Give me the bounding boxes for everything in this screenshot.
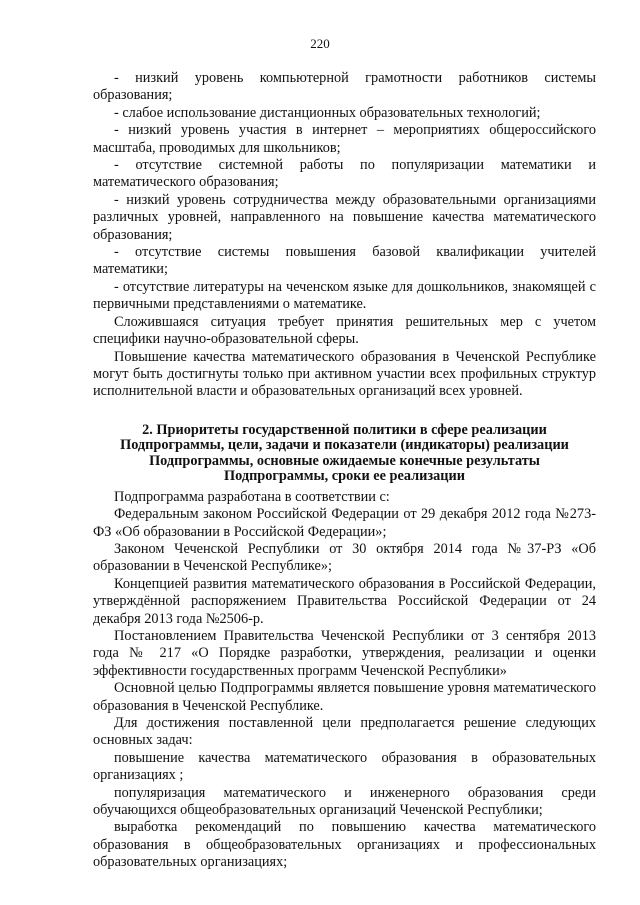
- bullet-paragraph: - отсутствие системной работы по популяризации математики и математического образования;: [93, 157, 596, 191]
- body-paragraph: повышение качества математического образования в образовательных организациях ;: [93, 749, 596, 784]
- bullet-paragraph: - низкий уровень сотрудничества между образовательными организациями различных уровней, направленного на повышение качества математического образования;: [93, 191, 596, 243]
- body-paragraph: Подпрограмма разработана в соответствии с:: [114, 488, 390, 505]
- bullet-paragraph: - слабое использование дистанционных образовательных технологий;: [114, 104, 541, 121]
- body-paragraph: Основной целью Подпрограммы является повышение уровня математического образования в Чеченской Республике.: [93, 680, 596, 714]
- body-paragraph: Федеральным законом Российской Федерации от 29 декабря 2012 года №273-ФЗ «Об образовании в Российской Федерации»;: [93, 506, 596, 540]
- body-paragraph: популяризация математического и инженерного образования среди обучающихся общеобразовательных организаций Чеченской Республики;: [93, 784, 596, 819]
- body-paragraph: Концепцией развития математического образования в Российской Федерации, утверждённой распоряжением Правительства Российской Федерации от 24 декабря 2013 года №2506-р.: [93, 575, 596, 627]
- section-heading: 2. Приоритеты государственной политики в сфере реализации Подпрограммы, цели, задачи и показатели (индикаторы) реализации Подпрограммы, основные ожидаемые конечные результаты Подпрограммы, сроки ее реализации: [120, 421, 569, 485]
- bullet-paragraph: - низкий уровень компьютерной грамотности работников системы образования;: [93, 70, 596, 104]
- body-paragraph: Постановлением Правительства Чеченской Республики от 3 сентября 2013 года № 217 «О Порядке разработки, утверждения, реализации и оценки эффективности государственных программ Чеченской Республики»: [93, 627, 596, 679]
- document-body: [93, 70, 596, 872]
- bullet-paragraph: - отсутствие системы повышения базовой квалификации учителей математики;: [93, 244, 596, 278]
- bullet-paragraph: - низкий уровень участия в интернет – мероприятиях общероссийского масштаба, проводимых для школьников;: [93, 122, 596, 156]
- page-number: 220: [310, 36, 330, 51]
- bullet-paragraph: - отсутствие литературы на чеченском языке для дошкольников, знакомящей с первичными представлениями о математике.: [93, 278, 596, 313]
- body-paragraph: Повышение качества математического образования в Чеченской Республике могут быть достигнуты только при активном участии всех профильных структур исполнительной власти и образовательных организаций всех уровней.: [93, 348, 596, 400]
- body-paragraph: выработка рекомендаций по повышению качества математического образования в общеобразовательных организациях и профессиональных образовательных организациях;: [93, 819, 596, 871]
- body-paragraph: Законом Чеченской Республики от 30 октября 2014 года №37-РЗ «Об образовании в Чеченской Республике»;: [93, 540, 596, 575]
- body-paragraph: Для достижения поставленной цели предполагается решение следующих основных задач:: [93, 715, 596, 749]
- body-paragraph: Сложившаяся ситуация требует принятия решительных мер с учетом специфики научно-образовательной сферы.: [93, 313, 596, 348]
